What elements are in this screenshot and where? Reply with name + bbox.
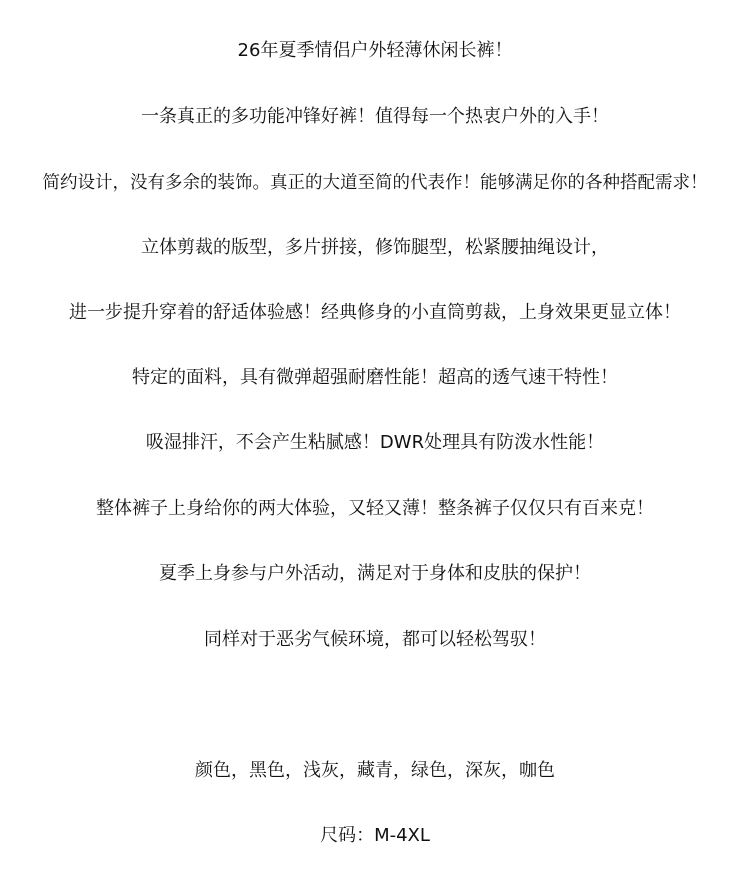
color-options-line: 颜色，黑色，浅灰，藏青，绿色，深灰，咖色	[195, 760, 555, 781]
description-line: 一条真正的多功能冲锋好裤！值得每一个热衷户外的入手！	[141, 106, 609, 127]
description-line: 简约设计，没有多余的装饰。真正的大道至简的代表作！能够满足你的各种搭配需求！	[42, 173, 708, 193]
description-line: 特定的面料，具有微弹超强耐磨性能！超高的透气速干特性！	[132, 367, 618, 388]
description-line: 同样对于恶劣气候环境，都可以轻松驾驭！	[204, 629, 546, 650]
size-range-line: 尺码：M-4XL	[320, 825, 430, 846]
description-line: 夏季上身参与户外活动，满足对于身体和皮肤的保护！	[159, 563, 591, 584]
description-line: 立体剪裁的版型，多片拼接，修饰腿型，松紧腰抽绳设计，	[141, 237, 609, 258]
description-line: 吸湿排汗，不会产生粘腻感！DWR处理具有防泼水性能！	[145, 432, 605, 453]
description-line: 进一步提升穿着的舒适体验感！经典修身的小直筒剪裁，上身效果更显立体！	[69, 302, 681, 323]
product-title-line: 26年夏季情侣户外轻薄休闲长裤！	[237, 40, 513, 61]
description-line: 整体裤子上身给你的两大体验，又轻又薄！整条裤子仅仅只有百来克！	[96, 498, 654, 519]
